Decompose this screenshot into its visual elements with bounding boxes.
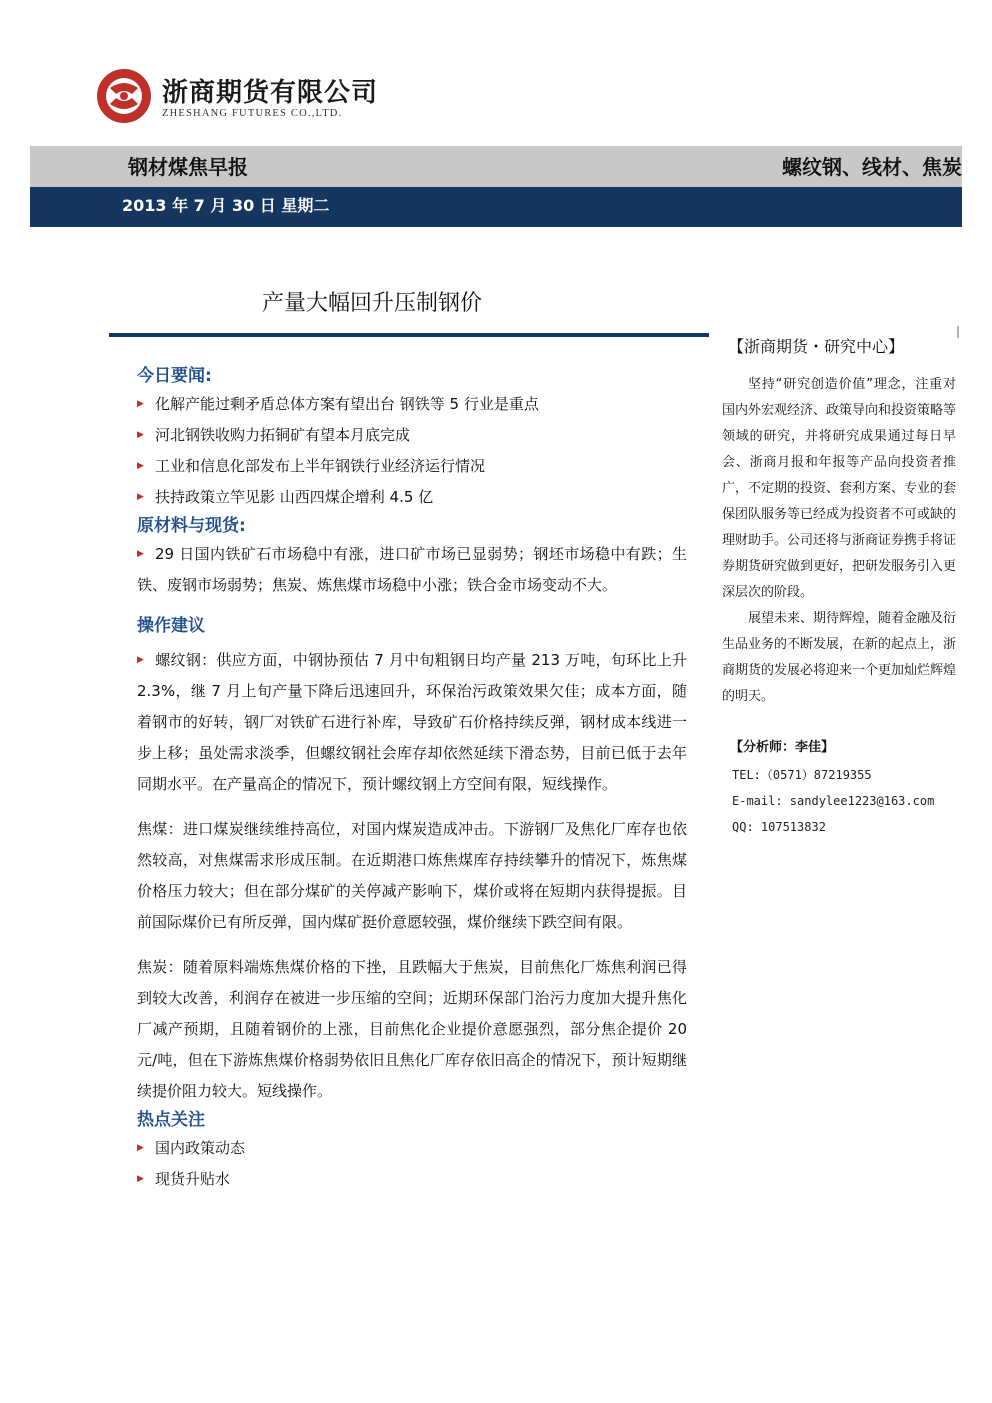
triangle-bullet-icon: ▶ <box>137 461 144 471</box>
company-name-cn: 浙商期货有限公司 <box>162 78 379 108</box>
news-item <box>137 420 687 451</box>
triangle-bullet-icon: ▶ <box>137 549 144 559</box>
company-logo-icon <box>96 68 152 124</box>
report-name: 钢材煤焦早报 <box>128 155 248 179</box>
hot-item <box>137 1133 687 1164</box>
raw-materials-text: 29 日国内铁矿石市场稳中有涨，进口矿市场已显弱势；钢坯市场稳中有跌；生铁、废钢市场弱势；焦炭、炼焦煤市场稳中小涨；铁合金市场变动不大。 <box>137 545 687 594</box>
analyst-name: 【分析师：李佳】 <box>730 740 835 755</box>
headline: 产量大幅回升压制钢价 <box>262 291 483 316</box>
triangle-bullet-icon: ▶ <box>137 655 144 665</box>
analyst-qq: QQ: 107513832 <box>732 820 826 834</box>
triangle-bullet-icon: ▶ <box>137 492 144 502</box>
section-title-hot: 热点关注 <box>137 1110 205 1130</box>
sidebar <box>722 330 956 840</box>
sidebar-intro: 坚持“研究创造价值”理念，注重对国内外宏观经济、政策导向和投资策略等领域的研究，并将研究成果通过每日早会、浙商月报和年报等产品向投资者推广，不定期的投资、套利方案、专业的套保团队服务等已经成为投资者不可或缺的理财助手。公司还将与浙商证券携手将证券期货研究做到更好，把研发服务引入更深层次的阶段。 <box>722 377 957 600</box>
news-item-text: 化解产能过剩矛盾总体方案有望出台 钢铁等 5 行业是重点 <box>155 395 539 413</box>
report-products: 螺纹钢、线材、焦炭 <box>782 155 962 179</box>
sidebar-title: 【浙商期货・研究中心】 <box>728 337 905 356</box>
report-date: 2013 年 7 月 30 日 星期二 <box>122 196 330 215</box>
news-item-text: 工业和信息化部发布上半年钢铁行业经济运行情况 <box>155 457 486 475</box>
hot-item <box>137 1164 687 1195</box>
analyst-tel: TEL:（0571）87219355 <box>732 768 872 782</box>
advice-rebar-paragraph <box>137 645 687 800</box>
triangle-bullet-icon: ▶ <box>137 1143 144 1153</box>
hot-item-text: 现货升贴水 <box>155 1170 231 1188</box>
news-item-text: 河北钢铁收购力拓铜矿有望本月底完成 <box>155 426 411 444</box>
headline-divider <box>109 333 709 337</box>
news-item <box>137 389 687 420</box>
section-title-advice: 操作建议 <box>137 616 205 636</box>
section-title-news: 今日要闻: <box>137 366 212 386</box>
triangle-bullet-icon: ▶ <box>137 399 144 409</box>
raw-materials-paragraph <box>137 539 687 601</box>
news-item <box>137 451 687 482</box>
news-item-text: 扶持政策立竿见影 山西四煤企增利 4.5 亿 <box>155 488 434 506</box>
news-item <box>137 482 687 513</box>
section-title-raw-materials: 原材料与现货: <box>137 516 246 536</box>
sidebar-outlook: 展望未来、期待辉煌，随着金融及衍生品业务的不断发展，在新的起点上，浙商期货的发展必将迎来一个更加灿烂辉煌的明天。 <box>722 611 957 704</box>
triangle-bullet-icon: ▶ <box>137 430 144 440</box>
advice-rebar-text: 螺纹钢：供应方面，中钢协预估 7 月中旬粗钢日均产量 213 万吨，旬环比上升 2.3%，继 7 月上旬产量下降后迅速回升，环保治污政策效果欠佳；成本方面，随着钢市的好转，钢厂对铁矿石进行补库，导致矿石价格持续反弹，钢材成本线进一步上移；虽处需求淡季，但螺纹钢社会库存却依然延续下滑态势，目前已低于去年同期水平。在产量高企的情况下，预计螺纹钢上方空间有限，短线操作。 <box>137 651 687 793</box>
advice-coking-coal-paragraph: 焦煤：进口煤炭继续维持高位，对国内煤炭造成冲击。下游钢厂及焦化厂库存也依然较高，对焦煤需求形成压制。在近期港口炼焦煤库存持续攀升的情况下，炼焦煤价格压力较大；但在部分煤矿的关停减产影响下，煤价或将在短期内获得提振。目前国际煤价已有所反弹，国内煤矿挺价意愿较强，煤价继续下跌空间有限。 <box>137 820 687 931</box>
advice-coke-paragraph: 焦炭：随着原料端炼焦煤价格的下挫，且跌幅大于焦炭，目前焦化厂炼焦利润已得到较大改善，利润存在被进一步压缩的空间；近期环保部门治污力度加大提升焦化厂减产预期，且随着钢价的上涨，目前焦化企业提价意愿强烈，部分焦企提价 20 元/吨，但在下游炼焦煤价格弱势依旧且焦化厂库存依旧高企的情况下，预计短期继续提价阻力较大。短线操作。 <box>137 958 687 1100</box>
hot-item-text: 国内政策动态 <box>155 1139 246 1157</box>
analyst-email: E-mail: sandylee1223@163.com <box>732 794 935 808</box>
triangle-bullet-icon: ▶ <box>137 1174 144 1184</box>
page-edge-mark <box>957 326 959 338</box>
company-name-en: ZHESHANG FUTURES CO.,LTD. <box>162 108 343 119</box>
main-column <box>137 363 687 1195</box>
